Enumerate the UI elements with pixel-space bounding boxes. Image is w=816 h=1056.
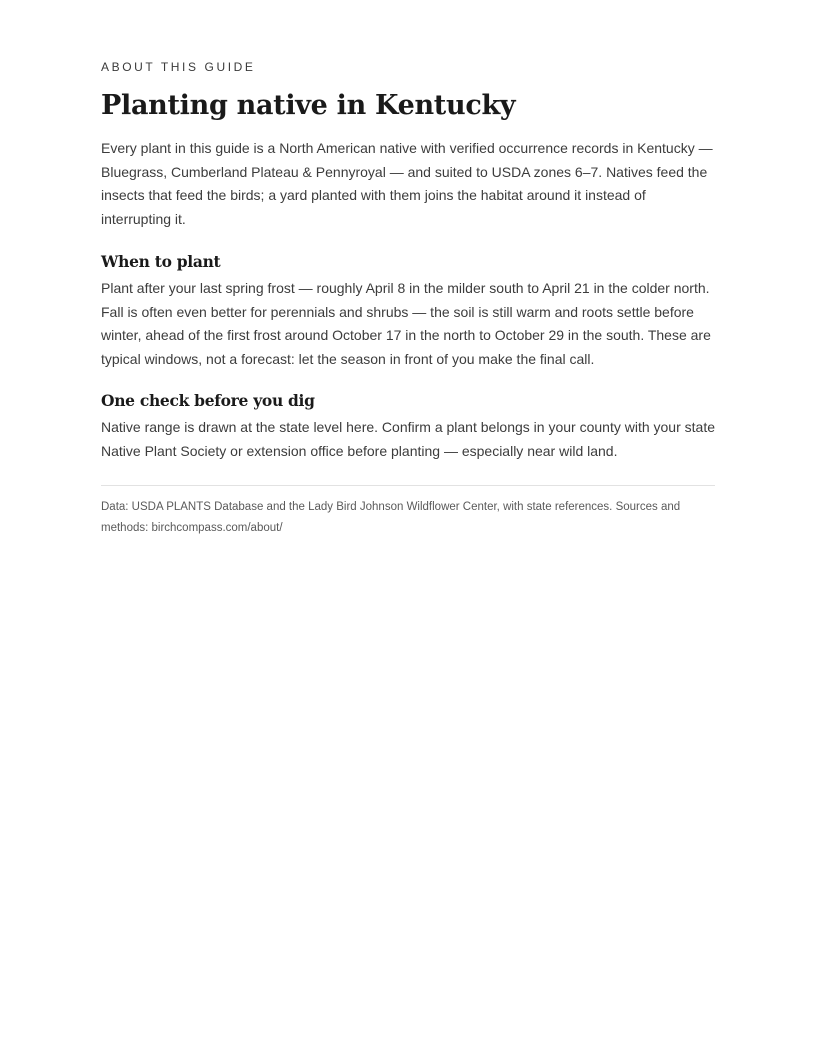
footer-divider (101, 485, 715, 486)
check-before-dig-heading: One check before you dig (101, 391, 315, 410)
when-to-plant-paragraph: Plant after your last spring frost — roughly April 8 in the milder south to April 21 in the colder north. Fall is often even better for perennials and shrubs — the soil is still warm and roots settle before winter, ahead of the first frost around October 17 in the north to October 29 in the south. These are typical windows, not a forecast: let the season in front of you make the final call. (101, 280, 711, 367)
when-to-plant-heading: When to plant (101, 252, 221, 271)
check-before-dig-paragraph: Native range is drawn at the state level here. Confirm a plant belongs in your county with your state Native Plant Society or extension office before planting — especially near wild land. (101, 419, 715, 459)
intro-paragraph: Every plant in this guide is a North American native with verified occurrence records in Kentucky — Bluegrass, Cumberland Plateau & Pennyroyal — and suited to USDA zones 6–7. Natives feed the insects that feed the birds; a yard planted with them joins the habitat around it instead of interrupting it. (101, 140, 713, 227)
page-title: Planting native in Kentucky (101, 90, 516, 121)
sources-footnote: Data: USDA PLANTS Database and the Lady Bird Johnson Wildflower Center, with state references. Sources and methods: birchcompass.com/about/ (101, 501, 681, 534)
section-eyebrow: ABOUT THIS GUIDE (101, 60, 256, 74)
